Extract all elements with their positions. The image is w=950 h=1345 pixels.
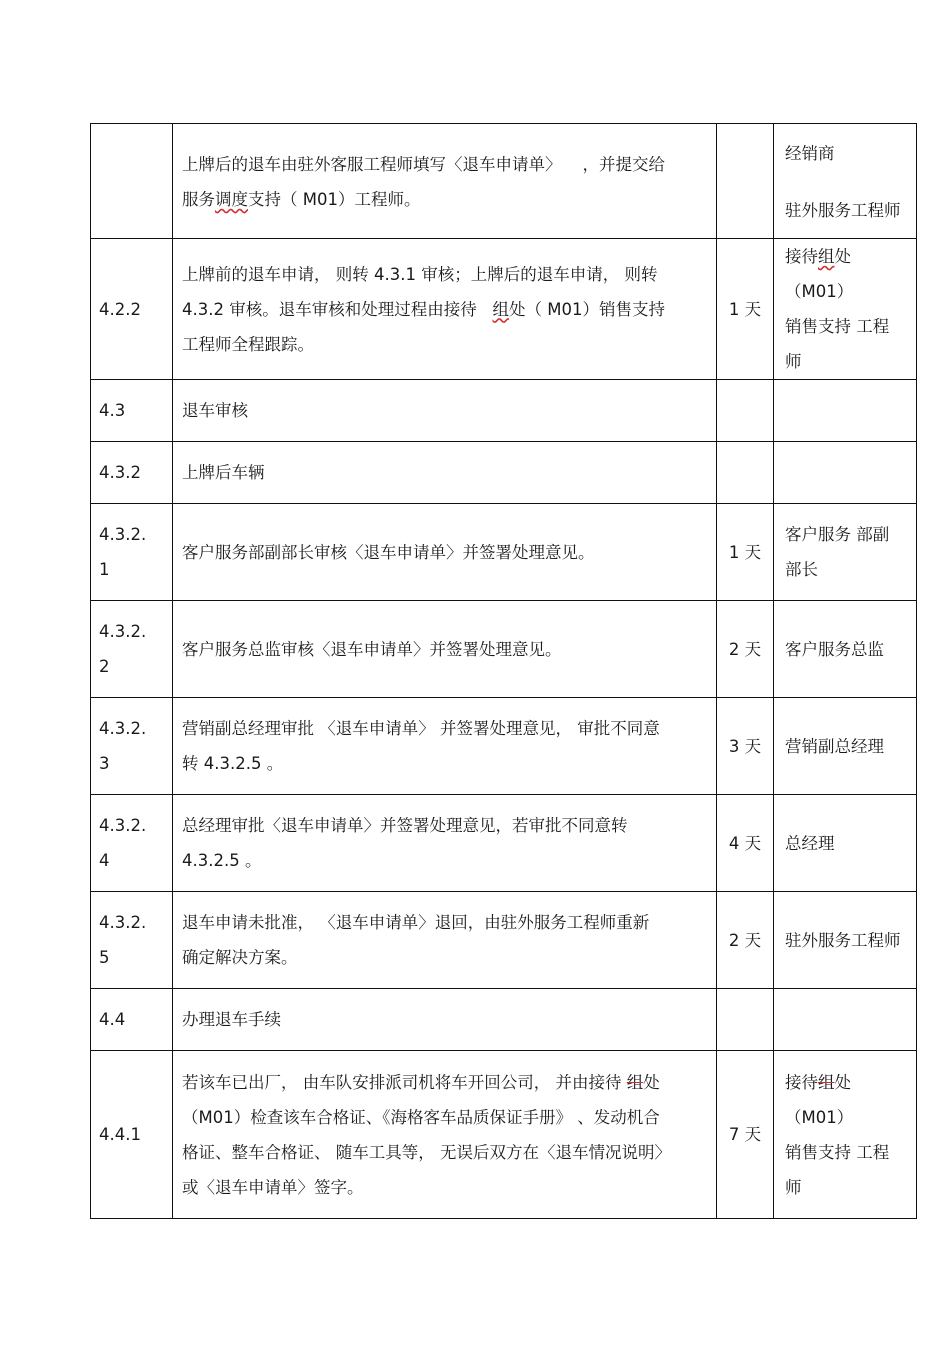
table-row xyxy=(91,380,917,442)
step-number xyxy=(91,698,173,795)
step-number: 4.2.2 xyxy=(91,239,173,380)
desc-text: 或〈退车申请单〉签字。 xyxy=(182,1177,364,1197)
responsible-text: 接待 xyxy=(785,247,818,266)
desc-text: 退车申请未批准， 〈退车申请单〉退回，由驻外服务工程师重新 xyxy=(182,913,650,932)
step-description: 退车审核 xyxy=(173,380,717,442)
table-row xyxy=(91,698,917,795)
step-number xyxy=(91,892,173,989)
step-responsible xyxy=(774,124,917,239)
responsible-text-underlined: 组 xyxy=(818,247,835,266)
desc-text: 确定解决方案。 xyxy=(182,948,298,967)
desc-text: 上牌前的退车申请， 则转 4.3.1 审核；上牌后的退车申请， 则转 xyxy=(182,264,658,284)
step-number: 4.4.1 xyxy=(91,1051,173,1219)
step-number xyxy=(91,124,173,239)
desc-text: 工程师全程跟踪。 xyxy=(182,334,314,354)
desc-text: 支持（ M01）工程师。 xyxy=(248,190,421,209)
step-number xyxy=(91,795,173,892)
step-description: 客户服务部副部长审核〈退车申请单〉并签署处理意见。 xyxy=(173,504,717,601)
step-days xyxy=(717,442,774,504)
desc-text-underlined: 调度 xyxy=(215,190,248,209)
responsible-line: 部长 xyxy=(785,560,818,579)
desc-text: 上牌后的退车由驻外客服工程师填写〈退车申请单〉 xyxy=(182,155,562,174)
responsible-line: 驻外服务工程师 xyxy=(785,201,901,220)
responsible-text: 处（M01） xyxy=(785,247,854,301)
responsible-line: 师 xyxy=(785,1177,802,1197)
step-number-line: 4.3.2. xyxy=(99,622,147,641)
step-number-line: 4.3.2. xyxy=(99,816,147,835)
step-days xyxy=(717,124,774,239)
step-responsible: 驻外服务工程师 xyxy=(774,892,917,989)
step-number-line: 4 xyxy=(99,851,110,870)
step-responsible xyxy=(774,989,917,1051)
responsible-line: 经销商 xyxy=(785,144,835,163)
step-days: 2 天 xyxy=(717,892,774,989)
desc-text: 处 xyxy=(643,1072,660,1092)
step-responsible xyxy=(774,1051,917,1219)
desc-text: 若该车已出厂， 由车队安排派司机将车开回公司， 并由接待 xyxy=(182,1072,622,1092)
table-row xyxy=(91,239,917,380)
procedure-table xyxy=(90,123,917,1219)
desc-text: 格证、整车合格证、 随车工具等， 无误后双方在〈退车情况说明〉 xyxy=(182,1142,671,1162)
desc-text: 营销副总经理审批 〈退车申请单〉 并签署处理意见， 审批不同意 xyxy=(182,719,660,738)
desc-text: （M01）检查该车合格证、《海格客车品质保证手册》 、发动机合 xyxy=(182,1107,660,1127)
step-description xyxy=(173,124,717,239)
step-days: 1 天 xyxy=(717,504,774,601)
step-description xyxy=(173,698,717,795)
responsible-text: 处（M01） xyxy=(785,1072,854,1127)
step-number-line: 1 xyxy=(99,560,110,579)
step-description: 办理退车手续 xyxy=(173,989,717,1051)
step-responsible xyxy=(774,380,917,442)
desc-text: 服务 xyxy=(182,190,215,209)
table-row xyxy=(91,601,917,698)
step-number xyxy=(91,601,173,698)
step-description xyxy=(173,795,717,892)
step-description xyxy=(173,239,717,380)
step-description xyxy=(173,1051,717,1219)
table-row xyxy=(91,442,917,504)
desc-text-underlined: 组 xyxy=(492,299,509,319)
step-days: 4 天 xyxy=(717,795,774,892)
step-number-line: 3 xyxy=(99,754,110,773)
step-responsible xyxy=(774,504,917,601)
step-number-line: 4.3.2. xyxy=(99,525,147,544)
step-days: 2 天 xyxy=(717,601,774,698)
desc-text: ，并提交给 xyxy=(582,155,665,174)
desc-text: 处（ M01）销售支持 xyxy=(508,299,665,319)
responsible-line: 客户服务 部副 xyxy=(785,525,890,544)
table-row xyxy=(91,892,917,989)
step-number: 4.3.2 xyxy=(91,442,173,504)
step-days: 3 天 xyxy=(717,698,774,795)
table-row xyxy=(91,124,917,239)
table-row xyxy=(91,504,917,601)
step-responsible xyxy=(774,442,917,504)
table-row xyxy=(91,1051,917,1219)
table-row xyxy=(91,989,917,1051)
step-days: 1 天 xyxy=(717,239,774,380)
step-days xyxy=(717,380,774,442)
step-responsible: 客户服务总监 xyxy=(774,601,917,698)
step-number-line: 4.3.2. xyxy=(99,719,147,738)
desc-text: 转 4.3.2.5 。 xyxy=(182,754,284,773)
desc-text: 4.3.2 审核。退车审核和处理过程由接待 xyxy=(182,299,477,319)
responsible-line: 销售支持 工程 xyxy=(785,1142,890,1162)
step-responsible xyxy=(774,239,917,380)
step-days: 7 天 xyxy=(717,1051,774,1219)
step-number-line: 2 xyxy=(99,657,110,676)
table-row xyxy=(91,795,917,892)
step-description: 客户服务总监审核〈退车申请单〉并签署处理意见。 xyxy=(173,601,717,698)
responsible-text: 接待 xyxy=(785,1072,818,1092)
step-number: 4.4 xyxy=(91,989,173,1051)
desc-text-struck: 组 xyxy=(626,1072,644,1092)
step-number-line: 5 xyxy=(99,948,110,967)
step-description: 上牌后车辆 xyxy=(173,442,717,504)
step-number: 4.3 xyxy=(91,380,173,442)
responsible-line: 师 xyxy=(785,352,802,371)
step-number-line: 4.3.2. xyxy=(99,913,147,932)
desc-text: 总经理审批〈退车申请单〉并签署处理意见，若审批不同意转 xyxy=(182,816,628,835)
step-responsible: 总经理 xyxy=(774,795,917,892)
step-description xyxy=(173,892,717,989)
step-number xyxy=(91,504,173,601)
step-days xyxy=(717,989,774,1051)
responsible-line: 销售支持 工程 xyxy=(785,317,890,336)
desc-text: 4.3.2.5 。 xyxy=(182,851,262,870)
responsible-text-struck: 组 xyxy=(818,1072,835,1092)
step-responsible: 营销副总经理 xyxy=(774,698,917,795)
